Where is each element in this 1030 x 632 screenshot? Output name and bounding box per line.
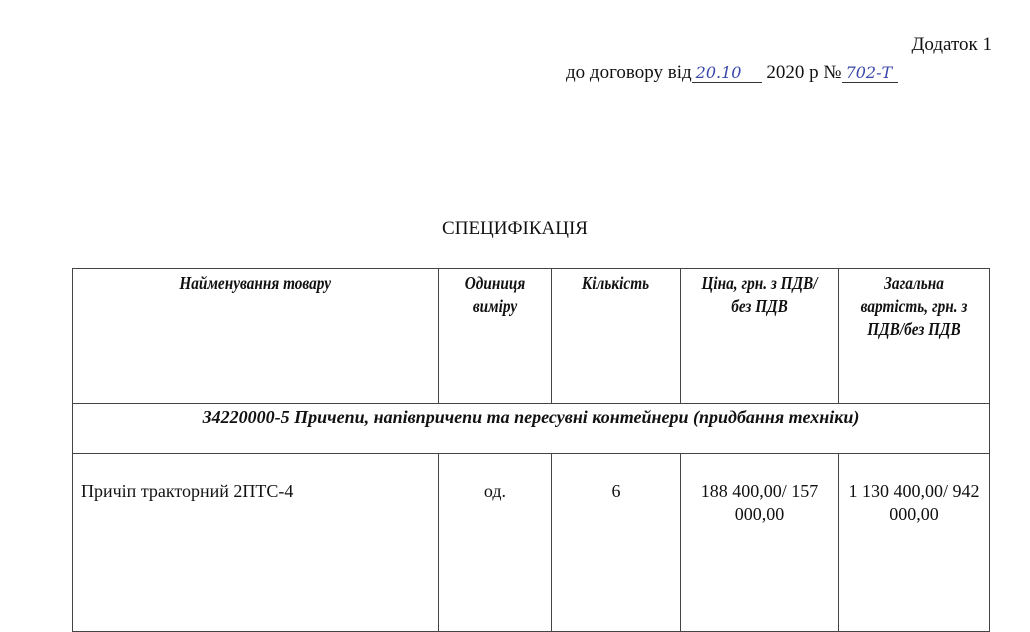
column-header-unit: Одиниця виміру [439,269,552,404]
cell-name: Причіп тракторний 2ПТС-4 [73,454,439,632]
cell-unit: од. [439,454,552,632]
category-cell: 34220000-5 Причепи, напівпричепи та пересувні контейнери (придбання техніки) [73,404,990,454]
column-header-qty: Кількість [552,269,681,404]
contract-prefix: до договору від [566,62,692,83]
contract-year: 2020 р № [766,62,842,83]
contract-reference [566,62,898,84]
annex-label: Додаток 1 [911,34,992,55]
table-row [73,454,990,632]
column-header-total: Загальна вартість, грн. з ПДВ/без ПДВ [839,269,990,404]
cell-price: 188 400,00/ 157 000,00 [681,454,839,632]
column-header-price: Ціна, грн. з ПДВ/без ПДВ [681,269,839,404]
handwritten-contract-number: 702-Т [842,63,898,83]
cell-total: 1 130 400,00/ 942 000,00 [839,454,990,632]
column-header-name: Найменування товару [73,269,439,404]
specification-table [72,268,990,632]
cell-qty: 6 [552,454,681,632]
handwritten-date: 20.10 [692,63,762,83]
document-title: СПЕЦИФІКАЦІЯ [442,218,588,239]
table-header-row [73,269,990,404]
category-row [73,404,990,454]
